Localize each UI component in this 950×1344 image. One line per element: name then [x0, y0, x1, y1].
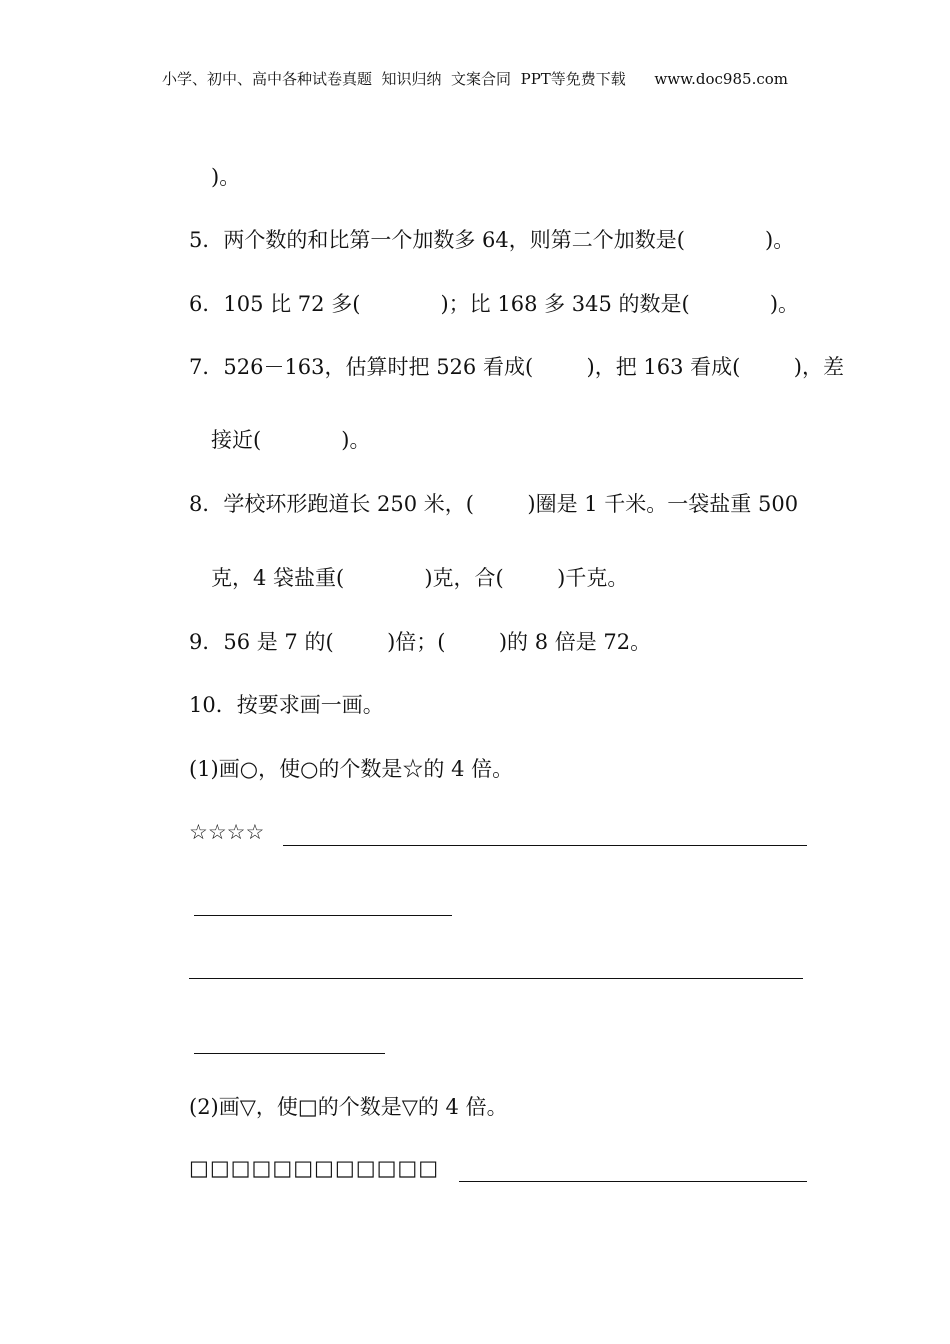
- question-7-continuation: 接近( )。: [211, 428, 371, 452]
- question-8: 8．学校环形跑道长 250 米，( )圈是 1 千米。一袋盐重 500: [189, 492, 799, 516]
- question-10: 10．按要求画一画。: [189, 693, 384, 717]
- question-6: 6．105 比 72 多( )；比 168 多 345 的数是( )。: [189, 292, 800, 316]
- continued-answer-end: )。: [211, 165, 241, 189]
- page-header: 小学、初中、高中各种试卷真题 知识归纳 文案合同 PPT等免费下载 www.doc985.com: [161, 70, 788, 88]
- answer-line: [194, 1053, 385, 1054]
- part-2-instruction: (2)画▽，使□的个数是▽的 4 倍。: [189, 1095, 508, 1119]
- answer-line: [194, 915, 452, 916]
- answer-line: [189, 978, 803, 979]
- part-1-instruction: (1)画○，使○的个数是☆的 4 倍。: [189, 757, 514, 781]
- question-9: 9．56 是 7 的( )倍；( )的 8 倍是 72。: [189, 630, 652, 654]
- star-symbols: ☆☆☆☆: [189, 820, 265, 844]
- question-8-continuation: 克，4 袋盐重( )克，合( )千克。: [211, 566, 629, 590]
- answer-line: [459, 1181, 807, 1182]
- answer-line: [283, 845, 807, 846]
- question-7: 7．526－163，估算时把 526 看成( )，把 163 看成( )，差: [189, 355, 844, 379]
- question-5: 5．两个数的和比第一个加数多 64，则第二个加数是( )。: [189, 228, 795, 252]
- square-symbols: □□□□□□□□□□□□: [189, 1156, 440, 1180]
